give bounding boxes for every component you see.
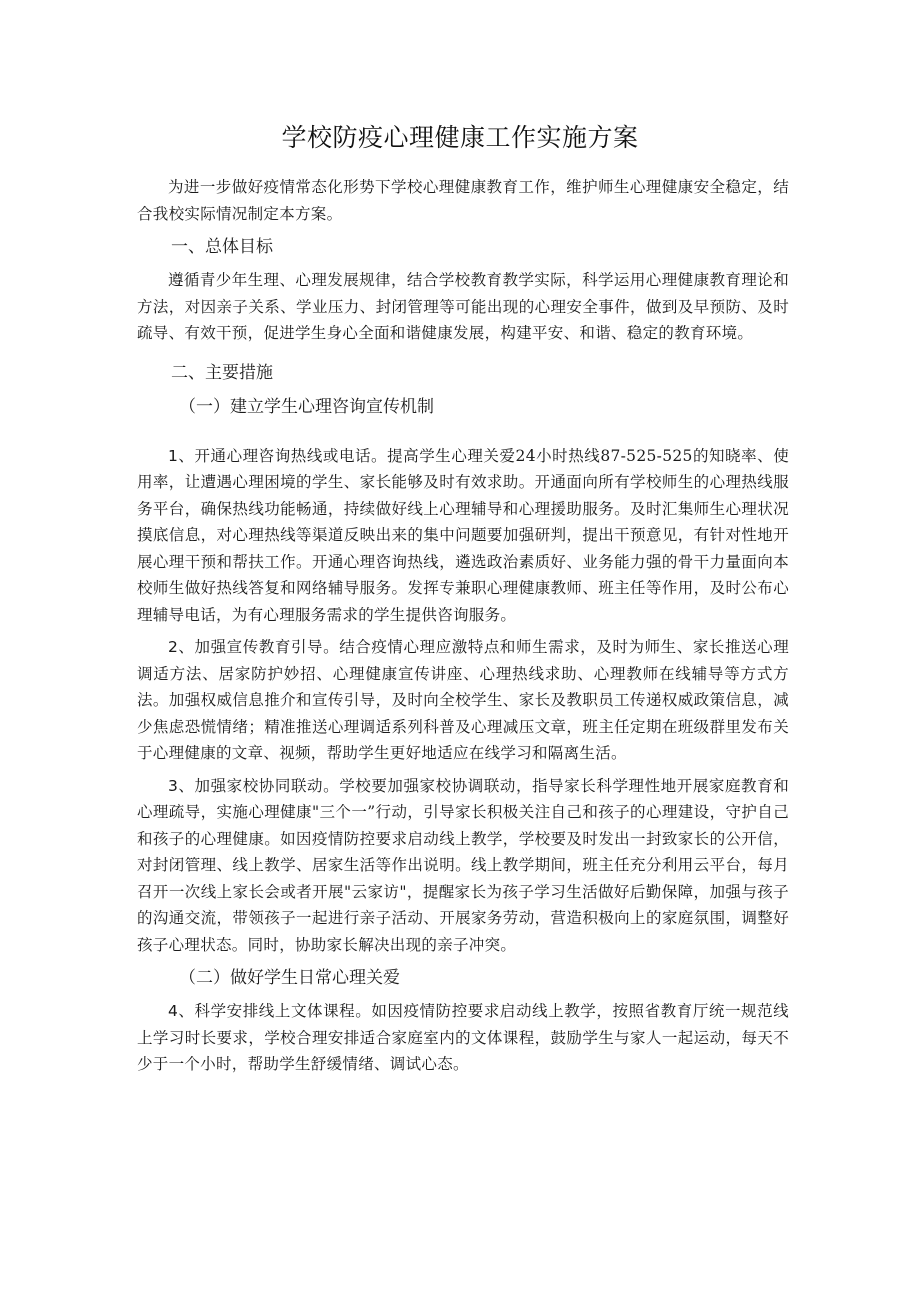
item-2-lead: 2、加强宣传教育引导。 [168,638,340,656]
item-2-body: 结合疫情心理应激特点和师生需求，及时为师生、家长推送心理调适方法、居家防护妙招、心理健康宣传讲座、心理热线求助、心理教师在线辅导等方式方法。加强权威信息推介和宣传引导，及时向全校学生、家长及教职员工传递权威政策信息，减少焦虑恐慌情绪；精准推送心理调适系列科普及心理减压文章，班主任定期在班级群里发布关于心理健康的文章、视频，帮助学生更好地适应在线学习和隔离生活。 [137,638,789,762]
subsection-1-heading: （一）建立学生心理咨询宣传机制 [179,396,434,417]
item-1-body: 提高学生心理关爱24小时热线87-525-525的知晓率、使用率，让遭遇心理困境的学生、家长能够及时有效求助。开通面向所有学校师生的心理热线服务平台，确保热线功能畅通，持续做好线上心理辅导和心理援助服务。及时汇集师生心理状况摸底信息，对心理热线等渠道反映出来的集中问题要加强研判，提出干预意见，有针对性地开展心理干预和帮扶工作。开通心理咨询热线，遴选政治素质好、业务能力强的骨干力量面向本校师生做好热线答复和网络辅导服务。发挥专兼职心理健康教师、班主任等作用，及时公布心理辅导电话，为有心理服务需求的学生提供咨询服务。 [137,446,790,624]
item-3-body: 学校要加强家校协调联动，指导家长科学理性地开展家庭教育和心理疏导，实施心理健康"三个一”行动，引导家长积极关注自己和孩子的心理建设，守护自己和孩子的心理健康。如因疫情防控要求启动线上教学，学校要及时发出一封致家长的公开信，对封闭管理、线上教学、居家生活等作出说明。线上教学期间，班主任充分利用云平台，每月召开一次线上家长会或者开展"云家访"，提醒家长为孩子学习生活做好后勤保障，加强与孩子的沟通交流，带领孩子一起进行亲子活动、开展家务劳动，营造积极向上的家庭氛围，调整好孩子心理状态。同时，协助家长解决出现的亲子冲突。 [137,776,789,954]
item-4-paragraph [137,998,789,1078]
section-1-heading: 一、总体目标 [171,237,273,257]
item-1-paragraph [137,443,789,629]
item-1-lead: 1、开通心理咨询热线或电话。 [168,446,388,465]
section-2-heading: 二、主要措施 [171,362,273,383]
item-3-lead: 3、加强家校协同联动。 [168,776,340,795]
section-1-paragraph: 遵循青少年生理、心理发展规律，结合学校教育教学实际，科学运用心理健康教育理论和方法，对因亲子关系、学业压力、封闭管理等可能出现的心理安全事件，做到及早预防、及时疏导、有效干预，促进学生身心全面和谐健康发展，构建平安、和谐、稳定的教育环境。 [137,271,789,342]
document-body [137,174,789,1078]
item-3-paragraph [137,773,789,959]
intro-paragraph: 为进一步做好疫情常态化形势下学校心理健康教育工作，维护师生心理健康安全稳定，结合我校实际情况制定本方案。 [137,178,789,223]
subsection-2-heading: （二）做好学生日常心理关爱 [179,968,400,988]
document-title: 学校防疫心理健康工作实施方案 [281,123,639,152]
item-4-body: 如因疫情防控要求启动线上教学，按照省教育厅统一规范线上学习时长要求，学校合理安排适合家庭室内的文体课程，鼓励学生与家人一起运动，每天不少于一个小时，帮助学生舒缓情绪、调试心态。 [137,1002,789,1073]
item-4-lead: 4、科学安排线上文体课程。 [168,1002,372,1020]
item-2-paragraph [137,634,789,767]
